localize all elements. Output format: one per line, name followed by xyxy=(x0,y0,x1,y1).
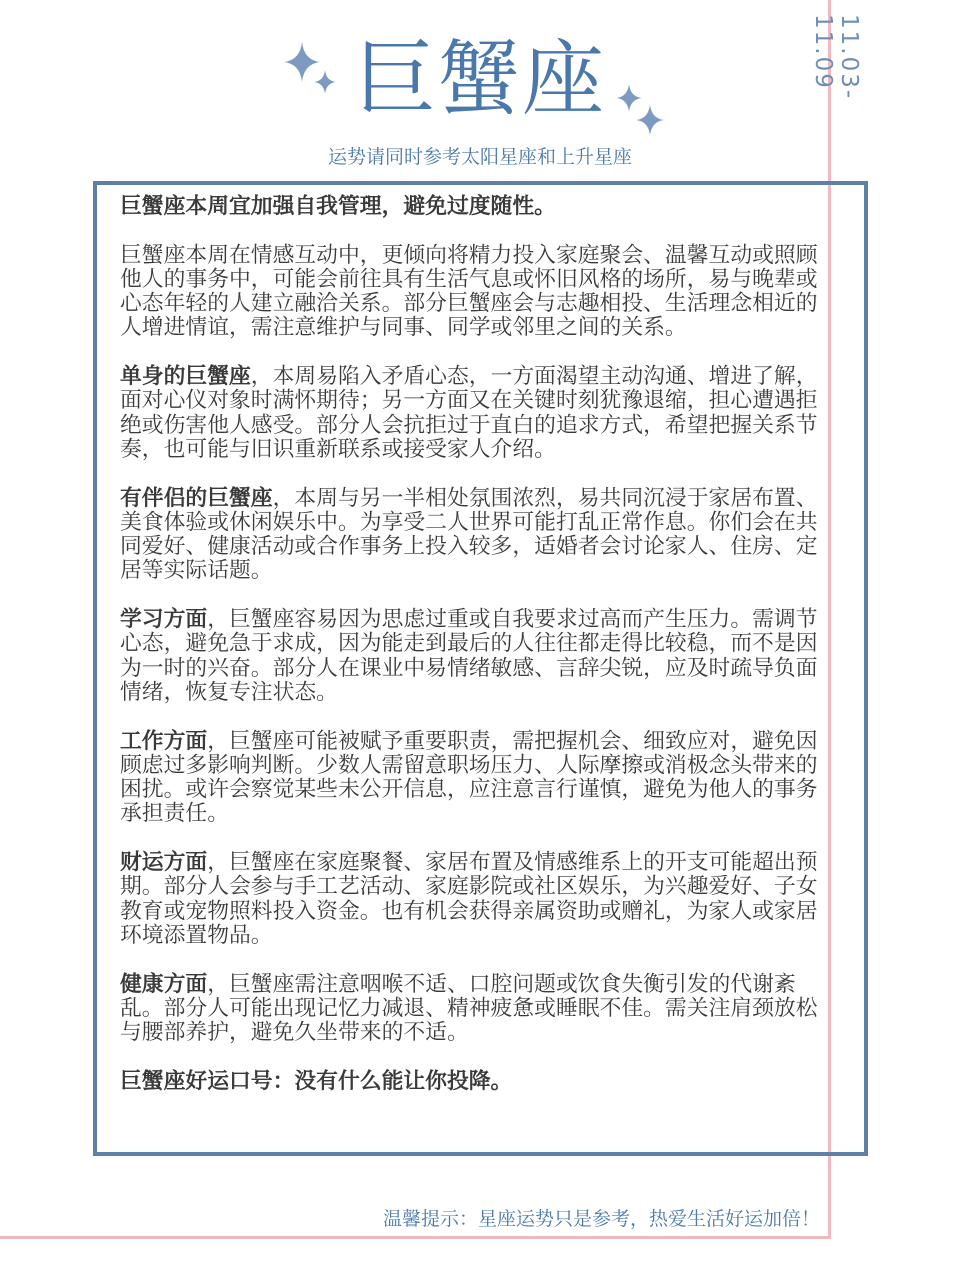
section-work xyxy=(120,730,820,827)
section-finance xyxy=(120,851,820,948)
section-label: 财运方面 xyxy=(120,850,208,876)
section-label: 健康方面 xyxy=(120,971,208,997)
headline: 巨蟹座本周宜加强自我管理，避免过度随性。 xyxy=(120,194,556,219)
lucky-slogan: 巨蟹座好运口号：没有什么能让你投降。 xyxy=(120,1068,513,1094)
decorative-pink-line-horizontal xyxy=(0,1236,831,1239)
section-text: ，巨蟹座可能被赋予重要职责，需把握机会、细致应对，避免因顾虑过多影响判断。少数人需留意职场压力、人际摩擦或消极念头带来的困扰。或许会察觉某些未公开信息，应注意言行谨慎，避免为他人的事务承担责任。 xyxy=(120,728,818,827)
subtitle: 运势请同时参考太阳星座和上升星座 xyxy=(327,146,632,168)
section-text: ，巨蟹座需注意咽喉不适、口腔问题或饮食失衡引发的代谢紊乱。部分人可能出现记忆力减退、精神疲惫或睡眠不佳。需关注肩颈放松与腰部养护，避免久坐带来的不适。 xyxy=(120,971,818,1046)
section-health xyxy=(120,973,820,1046)
section-text: ，巨蟹座容易因为思虑过重或自我要求过高而产生压力。需调节心态，避免急于求成，因为能走到最后的人往往都走得比较稳，而不是因为一时的兴奋。部分人在课业中易情绪敏感、言辞尖锐，应及时疏导负面情绪，恢复专注状态。 xyxy=(120,607,818,705)
footer-tip: 温馨提示：星座运势只是参考，热爱生活好运加倍！ xyxy=(382,1208,820,1230)
section-single xyxy=(120,365,820,462)
date-range: 11.03-11.09 xyxy=(810,14,862,101)
horoscope-body xyxy=(120,195,820,1094)
section-label: 学习方面 xyxy=(120,607,208,633)
section-label: 单身的巨蟹座 xyxy=(120,364,251,390)
sparkle-icon xyxy=(636,104,664,136)
section-text: ，本周与另一半相处氛围浓烈，易共同沉浸于家居布置、美食体验或休闲娱乐中。为享受二人世界可能打乱正常作息。你们会在共同爱好、健康活动或合作事务上投入较多，适婚者会讨论家人、住房、定居等实际话题。 xyxy=(120,485,818,584)
intro-paragraph: 巨蟹座本周在情感互动中，更倾向将精力投入家庭聚会、温馨互动或照顾他人的事务中，可能会前往具有生活气息或怀旧风格的场所，易与晚辈或心态年轻的人建立融洽关系。部分巨蟹座会与志趣相投、生活理念相近的人增进情谊，需注意维护与同事、同学或邻里之间的关系。 xyxy=(120,242,818,341)
section-text: ，巨蟹座在家庭聚餐、家居布置及情感维系上的开支可能超出预期。部分人会参与手工艺活动、家庭影院或社区娱乐，为兴趣爱好、子女教育或宠物照料投入资金。也有机会获得亲属资助或赠礼，为家人或家居环境添置物品。 xyxy=(120,850,818,948)
section-label: 工作方面 xyxy=(120,728,208,754)
page-title: 巨蟹座 xyxy=(353,32,606,127)
section-partnered xyxy=(120,487,820,584)
section-study xyxy=(120,608,820,705)
section-text: ，本周易陷入矛盾心态，一方面渴望主动沟通、增进了解，面对心仪对象时满怀期待；另一方面又在关键时刻犹豫退缩，担心遭遇拒绝或伤害他人感受。部分人会抗拒过于直白的追求方式，希望把握关系节奏，也可能与旧识重新联系或接受家人介绍。 xyxy=(120,364,818,462)
section-label: 有伴侣的巨蟹座 xyxy=(120,485,273,511)
